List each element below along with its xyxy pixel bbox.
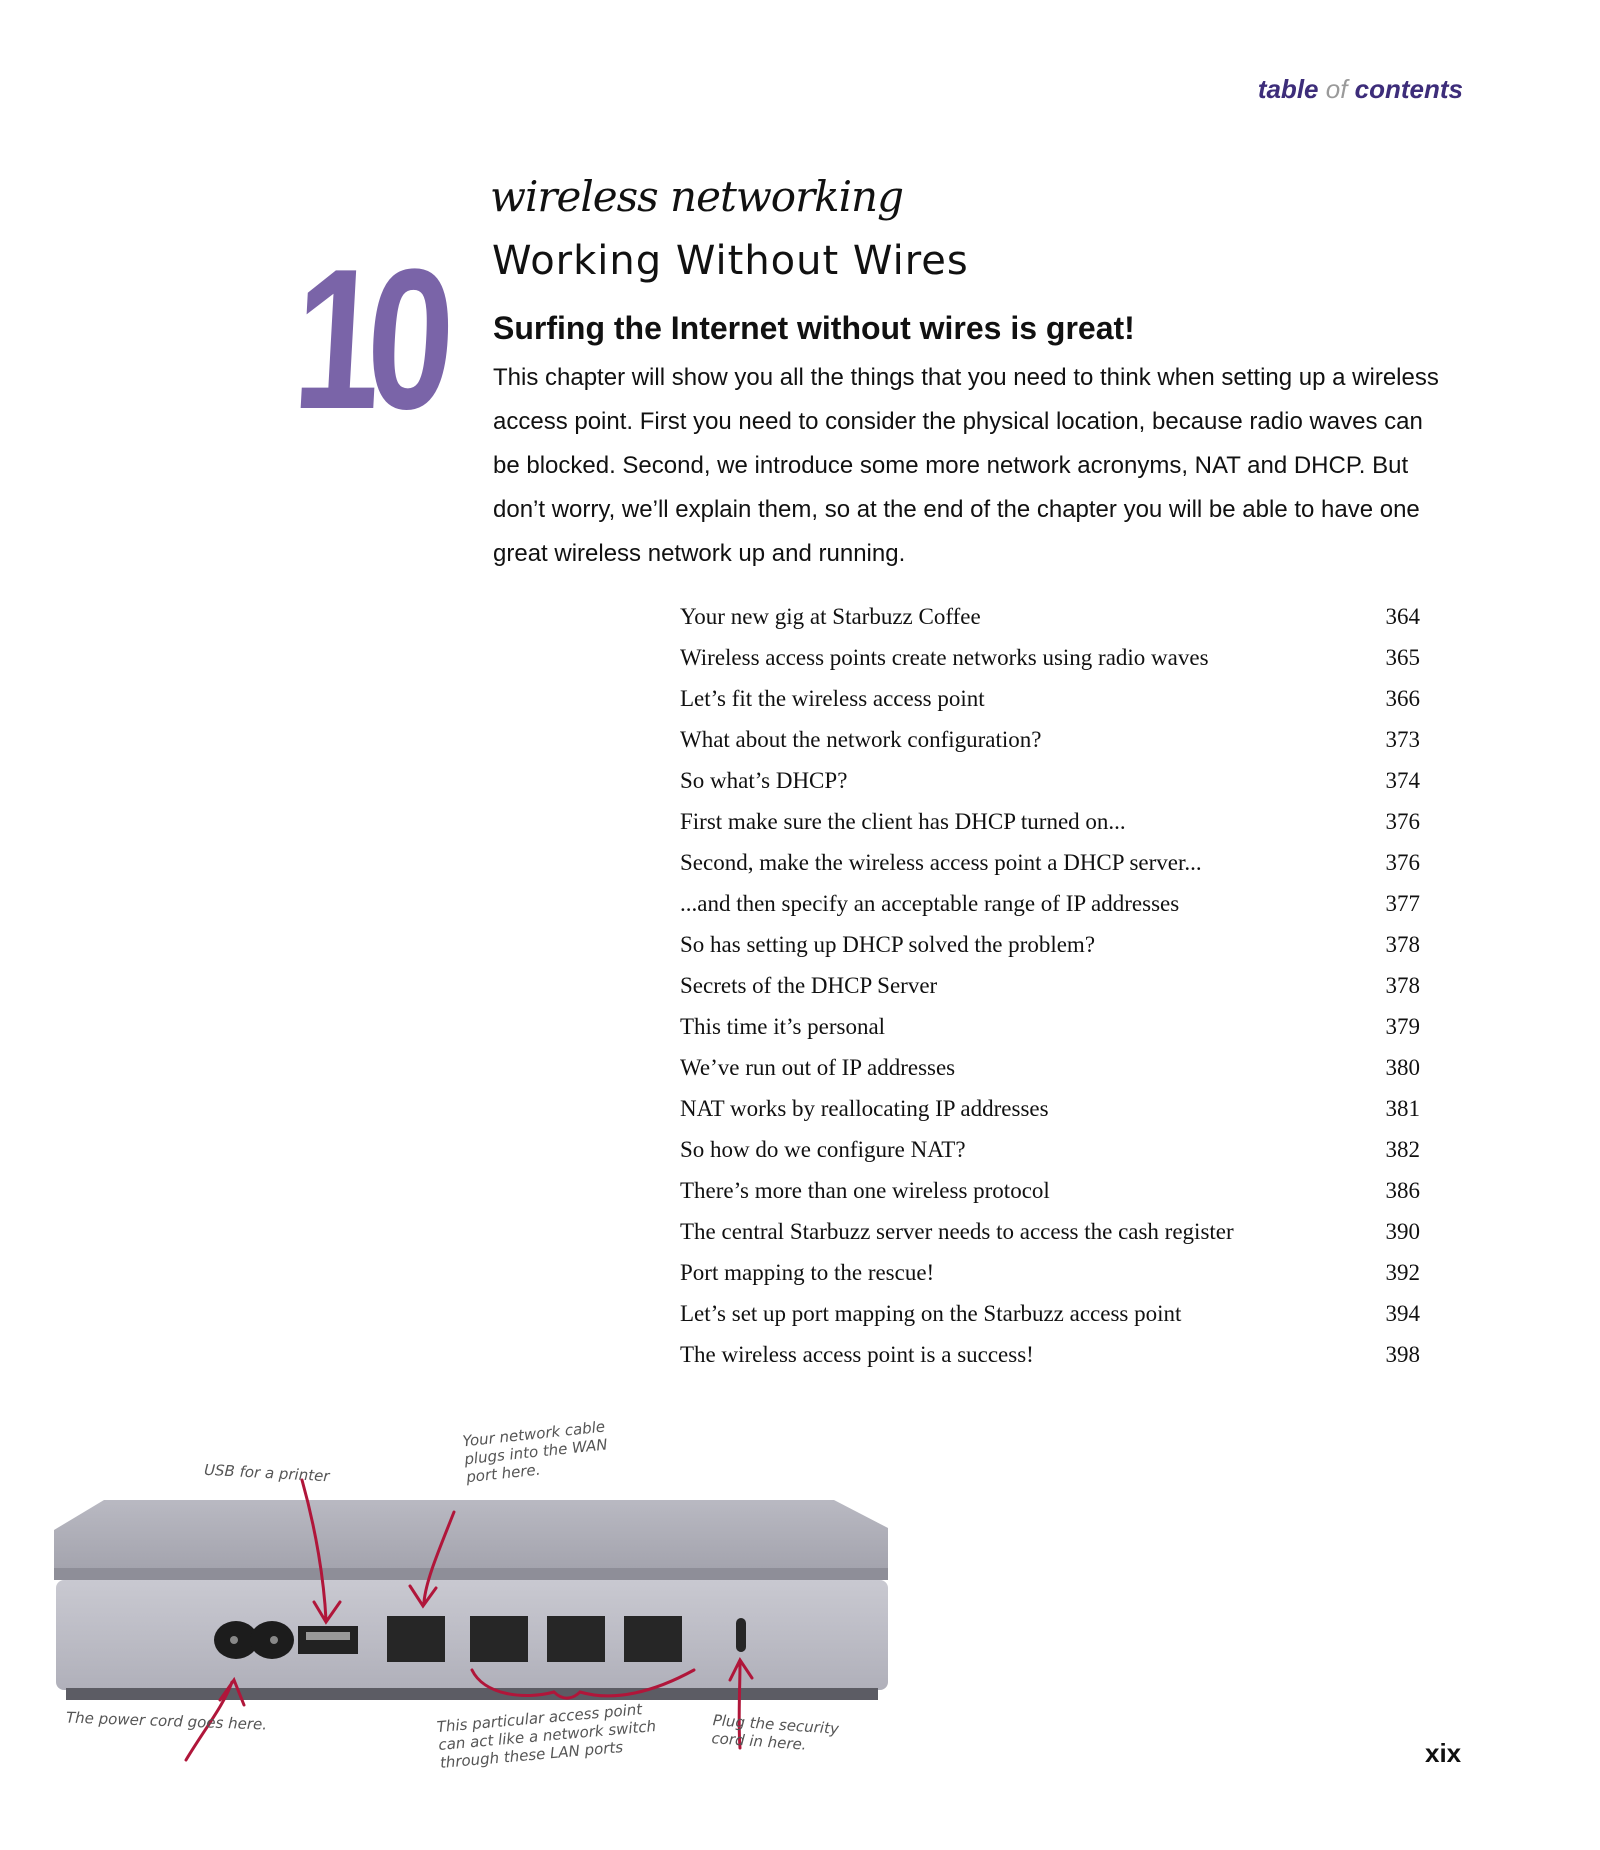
security-annotation: Plug the security cord in here. <box>710 1711 840 1754</box>
toc-entry-page: 366 <box>1385 686 1420 711</box>
toc-entry[interactable] <box>680 1293 1420 1334</box>
running-header <box>1258 74 1463 105</box>
toc-entry[interactable] <box>680 965 1420 1006</box>
toc-entry-page: 377 <box>1385 891 1420 916</box>
chapter-number: 10 <box>288 228 447 451</box>
toc-entry-title: This time it’s personal <box>680 1014 886 1039</box>
toc-entry-page: 376 <box>1385 809 1420 834</box>
toc-entry-page: 380 <box>1385 1055 1420 1080</box>
toc-entry-title: So has setting up DHCP solved the problem? <box>680 932 1096 957</box>
toc-entry[interactable] <box>680 678 1420 719</box>
toc-entry-title: ...and then specify an acceptable range of IP addresses <box>680 891 1180 916</box>
toc-entry-title: Port mapping to the rescue! <box>680 1260 935 1285</box>
toc-entry-title: There’s more than one wireless protocol <box>680 1178 1050 1203</box>
toc-entry[interactable] <box>680 801 1420 842</box>
toc-entry-title: Second, make the wireless access point a DHCP server... <box>680 850 1202 875</box>
toc-entry-page: 365 <box>1385 645 1420 670</box>
chapter-kicker: wireless networking <box>490 172 903 221</box>
toc-entry[interactable] <box>680 596 1420 637</box>
wan-annotation: Your network cable plugs into the WAN port here. <box>461 1417 609 1487</box>
toc-entry[interactable] <box>680 1170 1420 1211</box>
toc-entry-title: Your new gig at Starbuzz Coffee <box>680 604 981 629</box>
wan-port-icon <box>387 1616 445 1662</box>
page-number: xix <box>1425 1738 1462 1768</box>
toc-entry[interactable] <box>680 1211 1420 1252</box>
lan-port-icon <box>547 1616 605 1662</box>
header-word-table: table <box>1257 74 1319 104</box>
chapter-subtitle: Surfing the Internet without wires is great! <box>493 310 1135 346</box>
toc-entry-page: 379 <box>1385 1014 1420 1039</box>
toc-entry-page: 378 <box>1385 932 1420 957</box>
toc-entry[interactable] <box>680 883 1420 924</box>
toc-entry-page: 374 <box>1385 768 1420 793</box>
toc-entry-title: The central Starbuzz server needs to access the cash register <box>680 1219 1234 1244</box>
toc-entry-page: 392 <box>1385 1260 1420 1285</box>
toc-entry[interactable] <box>680 1006 1420 1047</box>
toc-entry-title: Secrets of the DHCP Server <box>680 973 938 998</box>
lan-port-icon <box>470 1616 528 1662</box>
toc-entry-title: So what’s DHCP? <box>680 768 848 793</box>
toc-entry[interactable] <box>680 1047 1420 1088</box>
toc-entry-page: 394 <box>1385 1301 1420 1326</box>
toc-entry[interactable] <box>680 1129 1420 1170</box>
toc-list <box>680 596 1420 1375</box>
toc-entry[interactable] <box>680 842 1420 883</box>
toc-entry[interactable] <box>680 719 1420 760</box>
toc-entry-page: 390 <box>1385 1219 1420 1244</box>
toc-entry-title: So how do we configure NAT? <box>680 1137 966 1162</box>
toc-entry-title: Let’s fit the wireless access point <box>680 686 985 711</box>
toc-entry[interactable] <box>680 637 1420 678</box>
toc-entry-title: What about the network configuration? <box>680 727 1042 752</box>
toc-entry-title: We’ve run out of IP addresses <box>680 1055 956 1080</box>
toc-entry-page: 398 <box>1385 1342 1420 1367</box>
access-point-figure <box>54 1417 894 1790</box>
toc-entry[interactable] <box>680 924 1420 965</box>
chapter-summary: This chapter will show you all the things that you need to think when setting up a wireless access point. First you need to consider the physical location, because radio waves can be blocked. Second, we introduce some more network acronyms, NAT and DHCP. But don’t worry, we’ll explain them, so at the end of the chapter you will be able to have one great wireless network up and running. <box>493 364 1439 567</box>
toc-entry[interactable] <box>680 1252 1420 1293</box>
lan-annotation: This particular access point can act like a network switch through these LAN ports <box>436 1700 657 1772</box>
toc-entry-page: 376 <box>1385 850 1420 875</box>
toc-entry-page: 386 <box>1385 1178 1420 1203</box>
power-annotation: The power cord goes here. <box>65 1708 268 1734</box>
toc-entry-page: 378 <box>1385 973 1420 998</box>
toc-entry-title: Let’s set up port mapping on the Starbuzz access point <box>680 1301 1182 1326</box>
security-slot-icon <box>736 1618 746 1652</box>
toc-entry[interactable] <box>680 1334 1420 1375</box>
toc-entry[interactable] <box>680 760 1420 801</box>
toc-entry-title: Wireless access points create networks using radio waves <box>680 645 1209 670</box>
chapter-title: Working Without Wires <box>492 238 969 284</box>
header-word-of: of <box>1325 74 1348 104</box>
toc-entry[interactable] <box>680 1088 1420 1129</box>
lan-port-icon <box>624 1616 682 1662</box>
header-word-contents: contents <box>1354 74 1463 104</box>
toc-entry-title: NAT works by reallocating IP addresses <box>680 1096 1049 1121</box>
usb-annotation: USB for a printer <box>203 1460 330 1486</box>
toc-entry-title: The wireless access point is a success! <box>680 1342 1034 1367</box>
toc-entry-page: 381 <box>1385 1096 1420 1121</box>
toc-entry-title: First make sure the client has DHCP turned on... <box>680 809 1126 834</box>
toc-entry-page: 364 <box>1385 604 1420 629</box>
toc-entry-page: 382 <box>1385 1137 1420 1162</box>
toc-entry-page: 373 <box>1385 727 1420 752</box>
